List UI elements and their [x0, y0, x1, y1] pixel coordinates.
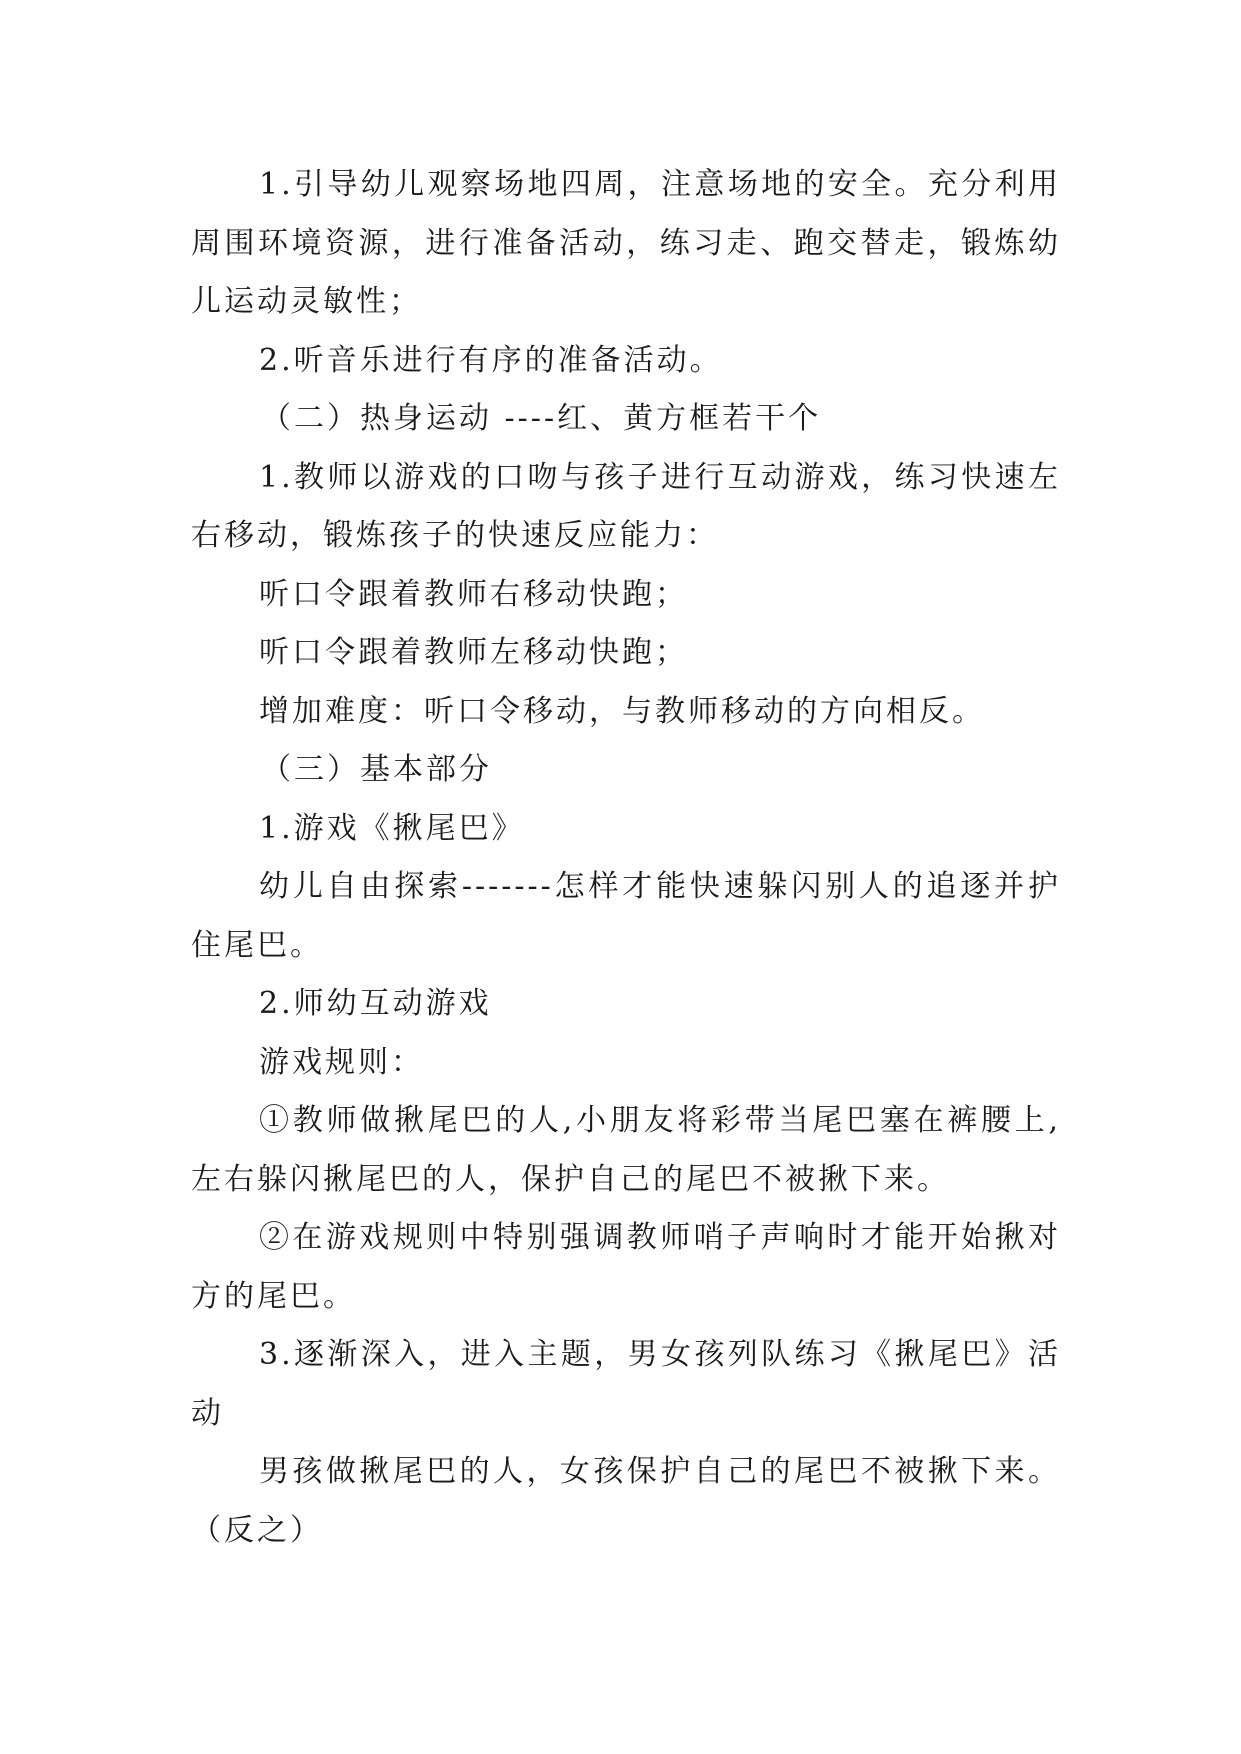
paragraph-game-title: 1.游戏《揪尾巴》	[259, 810, 525, 846]
paragraph-rule-2: ②在游戏规则中特别强调教师哨子声响时才能开始揪对方的尾巴。	[191, 1220, 1061, 1314]
paragraph-move-right: 听口令跟着教师右移动快跑；	[259, 576, 688, 612]
paragraph-teacher-child-game: 2.师幼互动游戏	[259, 986, 492, 1021]
paragraph-interactive-game: 1.教师以游戏的口吻与孩子进行互动游戏，练习快速左右移动，锻炼孩子的快速反应能力：	[191, 459, 1061, 553]
paragraph-warmup-step-1: 1.引导幼儿观察场地四周，注意场地的安全。充分利用周围环境资源，进行准备活动，练习走、跑交替走，锻炼幼儿运动灵敏性；	[191, 167, 1061, 319]
paragraph-free-exploration: 幼儿自由探索-------怎样才能快速躲闪别人的追逐并护住尾巴。	[191, 869, 1061, 963]
paragraph-rule-1: ①教师做揪尾巴的人,小朋友将彩带当尾巴塞在裤腰上,左右躲闪揪尾巴的人，保护自己的尾巴不被揪下来。	[191, 1103, 1061, 1197]
paragraph-step-3: 3.逐渐深入，进入主题，男女孩列队练习《揪尾巴》活动	[191, 1337, 1061, 1431]
document-body	[191, 156, 1061, 1560]
paragraph-warmup-step-2: 2.听音乐进行有序的准备活动。	[259, 342, 723, 378]
paragraph-boys-girls: 男孩做揪尾巴的人，女孩保护自己的尾巴不被揪下来。（反之）	[191, 1454, 1061, 1548]
section-heading-basic-part: （三）基本部分	[261, 752, 492, 787]
paragraph-move-left: 听口令跟着教师左移动快跑；	[259, 635, 688, 670]
paragraph-increase-difficulty: 增加难度：听口令移动，与教师移动的方向相反。	[259, 693, 985, 729]
section-heading-warmup-exercise: （二）热身运动 ----红、黄方框若干个	[261, 401, 822, 436]
paragraph-game-rules-label: 游戏规则：	[259, 1044, 424, 1080]
